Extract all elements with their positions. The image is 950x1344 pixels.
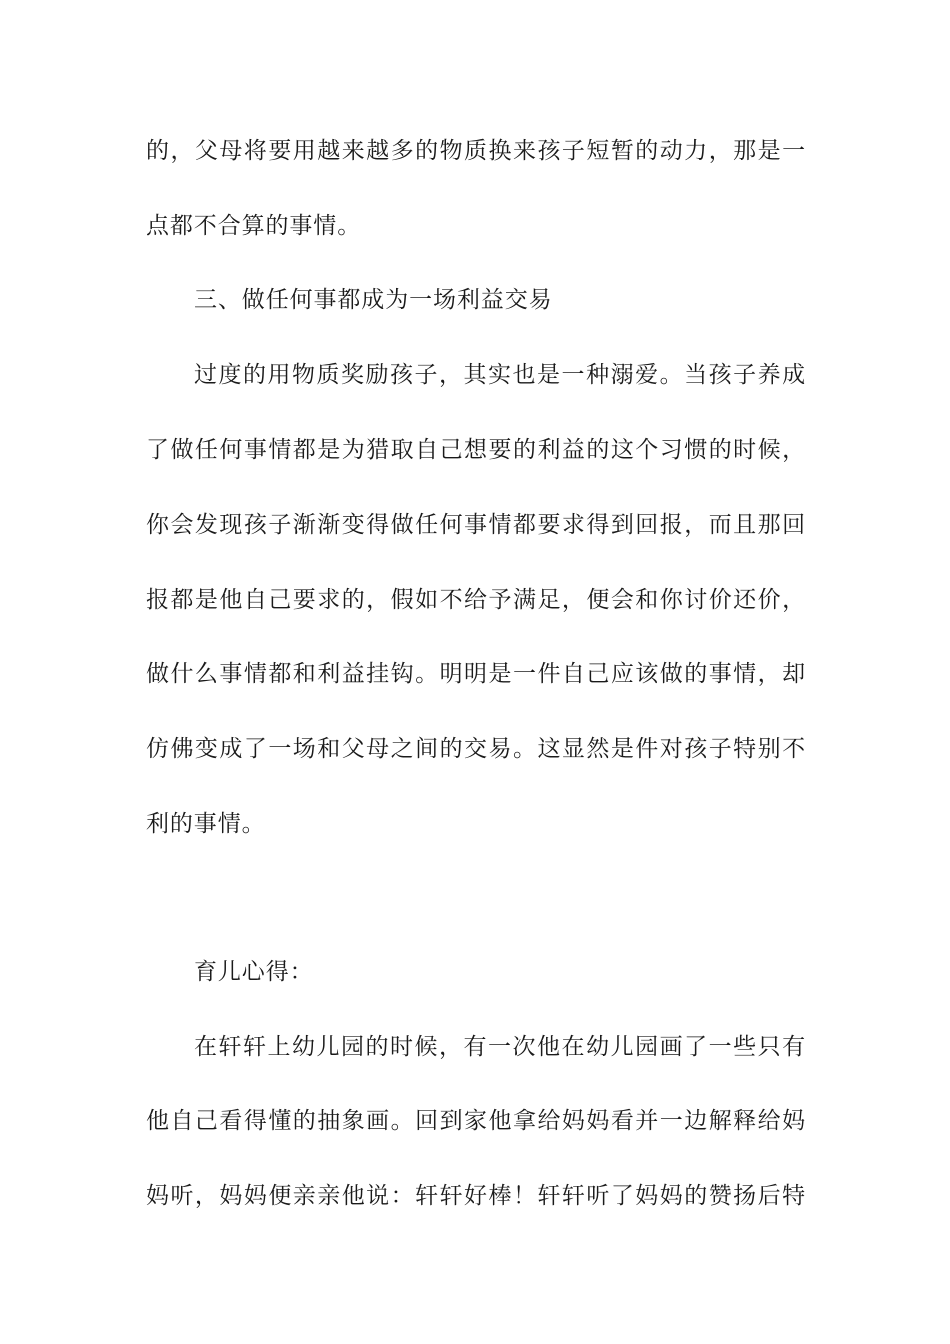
paragraph-line: 你会发现孩子渐渐变得做任何事情都要求得到回报，而且那回: [146, 512, 806, 538]
paragraph-line: 做什么事情都和利益挂钩。明明是一件自己应该做的事情，却: [146, 661, 806, 687]
paragraph-line: 在轩轩上幼儿园的时候，有一次他在幼儿园画了一些只有: [194, 1034, 806, 1060]
paragraph-line: 仿佛变成了一场和父母之间的交易。这显然是件对孩子特别不: [146, 736, 806, 762]
paragraph-line: 报都是他自己要求的，假如不给予满足，便会和你讨价还价，: [146, 587, 806, 613]
paragraph-line: 点都不合算的事情。: [146, 213, 362, 239]
section-heading: 三、做任何事都成为一场利益交易: [194, 287, 553, 313]
paragraph-line: 过度的用物质奖励孩子，其实也是一种溺爱。当孩子养成: [194, 362, 806, 388]
paragraph-line: 了做任何事情都是为猎取自己想要的利益的这个习惯的时候，: [146, 437, 806, 463]
paragraph-line: 的，父母将要用越来越多的物质换来孩子短暂的动力，那是一: [146, 138, 806, 164]
section-heading: 育儿心得：: [194, 959, 314, 985]
paragraph-line: 利的事情。: [146, 811, 266, 837]
paragraph-line: 妈听，妈妈便亲亲他说：轩轩好棒！轩轩听了妈妈的赞扬后特: [146, 1183, 806, 1209]
paragraph-line: 他自己看得懂的抽象画。回到家他拿给妈妈看并一边解释给妈: [146, 1108, 806, 1134]
